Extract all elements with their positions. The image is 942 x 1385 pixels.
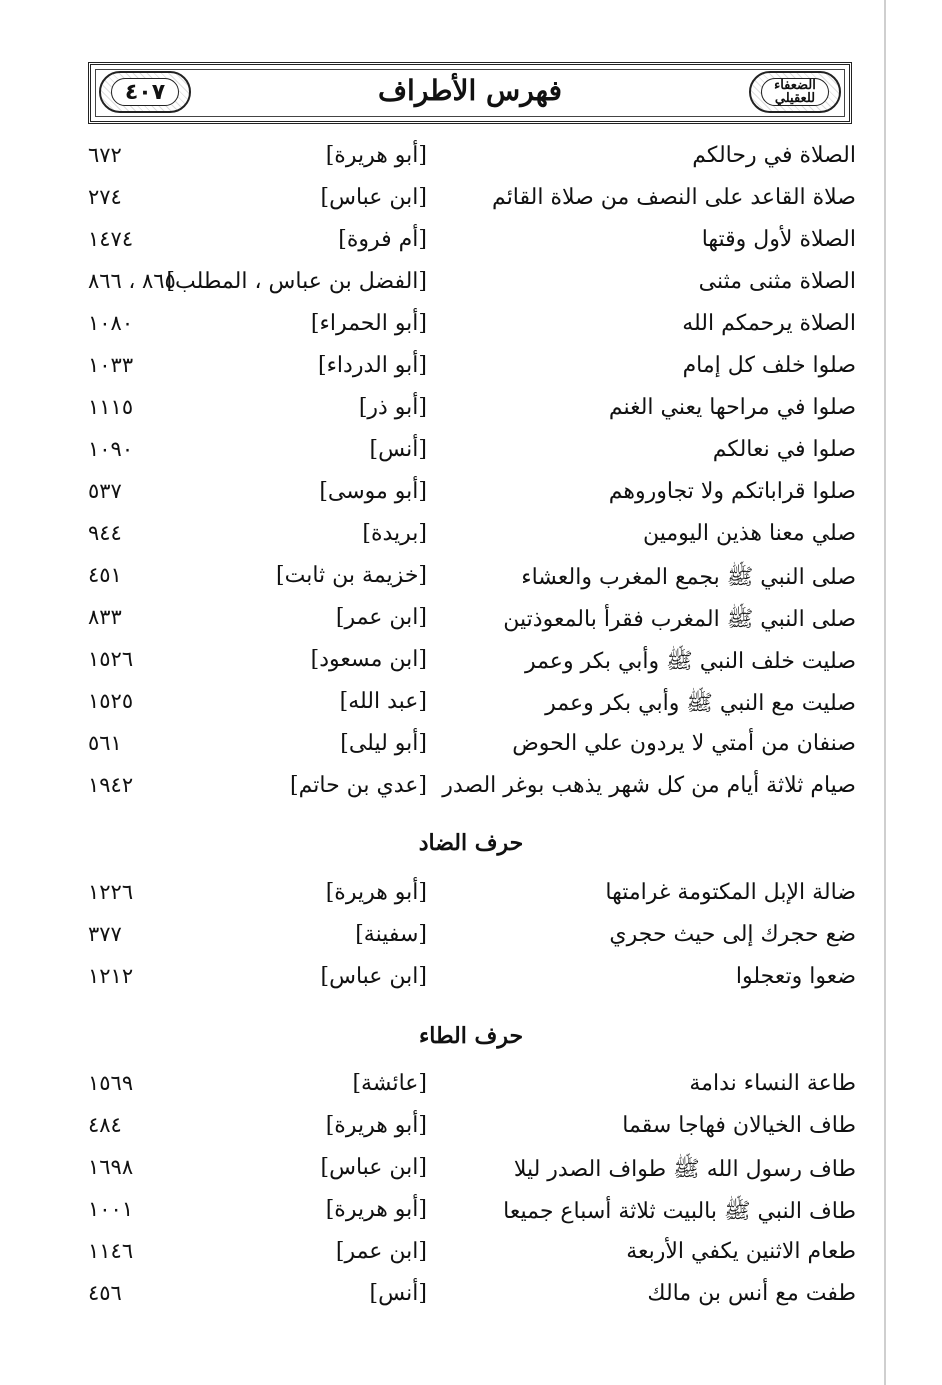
index-entry: [0, 185, 942, 225]
index-entry: [0, 1281, 942, 1321]
hadith-text: الصلاة في رحالكم: [692, 143, 856, 168]
hadith-text: صنفان من أمتي لا يردون علي الحوض: [512, 731, 856, 756]
index-entry: [0, 1155, 942, 1195]
narrator: [سفينة]: [355, 922, 427, 947]
reference-number: ١٢٢٦: [88, 880, 134, 904]
reference-number: ١٤٧٤: [88, 227, 134, 251]
reference-number: ٢٧٤: [88, 185, 122, 209]
hadith-text: صلوا في نعالكم: [712, 437, 856, 462]
reference-number: ١٢١٢: [88, 964, 134, 988]
narrator: [أبو هريرة]: [325, 880, 427, 905]
narrator: [أنس]: [369, 437, 427, 462]
narrator: [ابن عباس]: [320, 185, 427, 210]
reference-number: ٩٤٤: [88, 521, 122, 545]
hadith-text: طاف الخيالان فهاجا سقما: [622, 1113, 856, 1138]
book-logo: الضعفاء للعقيلي: [774, 78, 816, 106]
narrator: [أبو الحمراء]: [310, 311, 427, 336]
reference-number: ١٠٩٠: [88, 437, 134, 461]
reference-number: ١٥٢٥: [88, 689, 134, 713]
hadith-text: طفت مع أنس بن مالك: [647, 1281, 856, 1306]
hadith-text: الصلاة مثنى مثنى: [698, 269, 856, 294]
hadith-text: الصلاة لأول وقتها: [701, 227, 856, 252]
reference-number: ٦٧٢: [88, 143, 122, 167]
narrator: [أبو هريرة]: [325, 1197, 427, 1222]
hadith-text: طعام الاثنين يكفي الأربعة: [626, 1239, 856, 1264]
narrator: [عدي بن حاتم]: [290, 773, 427, 798]
narrator: [أبو ليلى]: [340, 731, 427, 756]
index-entry: [0, 143, 942, 183]
reference-number: ٥٣٧: [88, 479, 122, 503]
index-entry: [0, 311, 942, 351]
page-number: ٤٠٧: [124, 79, 166, 105]
hadith-text: صلي معنا هذين اليومين: [642, 521, 856, 546]
hadith-text: صلوا في مراحها يعني الغنم: [608, 395, 856, 420]
narrator: [ابن عمر]: [335, 605, 427, 630]
reference-number: ١٥٦٩: [88, 1071, 134, 1095]
index-entry: [0, 731, 942, 771]
reference-number: ١٥٢٦: [88, 647, 134, 671]
narrator: [ابن عباس]: [320, 964, 427, 989]
hadith-text: صليت مع النبي ﷺ وأبي بكر وعمر: [545, 691, 856, 716]
page-title: فهرس الأطراف: [378, 73, 562, 107]
hadith-text: صلى النبي ﷺ المغرب فقرأ بالمعوذتين: [503, 607, 856, 632]
narrator: [ابن مسعود]: [310, 647, 427, 672]
reference-number: ٨٦٥ ، ٨٦٦: [88, 269, 176, 293]
hadith-text: ضعوا وتعجلوا: [735, 964, 856, 989]
reference-number: ٥٦١: [88, 731, 122, 755]
narrator: [أبو ذر]: [358, 395, 427, 420]
reference-number: ١٠٠١: [88, 1197, 134, 1221]
index-entry: [0, 437, 942, 477]
index-entry: [0, 689, 942, 729]
reference-number: ١٠٨٠: [88, 311, 134, 335]
index-entry: [0, 647, 942, 687]
hadith-text: ضع حجرك إلى حيث حجري: [609, 922, 856, 947]
narrator: [خزيمة بن ثابت]: [276, 563, 427, 588]
narrator: [الفضل بن عباس ، المطلب]: [166, 269, 427, 294]
reference-number: ١١١٥: [88, 395, 134, 419]
hadith-text: صلوا خلف كل إمام: [682, 353, 856, 378]
reference-number: ١٠٣٣: [88, 353, 134, 377]
narrator: [ابن عمر]: [335, 1239, 427, 1264]
index-entry: [0, 773, 942, 813]
index-entry: [0, 227, 942, 267]
index-entry: [0, 1197, 942, 1237]
index-entry: [0, 269, 942, 309]
narrator: [عبد الله]: [339, 689, 427, 714]
section-heading-ta: حرف الطاء: [418, 1023, 524, 1049]
index-entry: [0, 964, 942, 1004]
hadith-text: صلاة القاعد على النصف من صلاة القائم: [492, 185, 856, 210]
index-entry: [0, 922, 942, 962]
index-entry: [0, 479, 942, 519]
narrator: [ابن عباس]: [320, 1155, 427, 1180]
section-heading-dad: حرف الضاد: [418, 830, 524, 856]
reference-number: ٤٨٤: [88, 1113, 122, 1137]
narrator: [أبو الدرداء]: [317, 353, 427, 378]
narrator: [أم فروة]: [338, 227, 427, 252]
index-entry: [0, 353, 942, 393]
narrator: [أنس]: [369, 1281, 427, 1306]
index-entry: [0, 521, 942, 561]
hadith-text: صلوا قراباتكم ولا تجاوروهم: [608, 479, 856, 504]
reference-number: ٨٣٣: [88, 605, 122, 629]
index-entry: [0, 1239, 942, 1279]
hadith-text: طاف النبي ﷺ بالبيت ثلاثة أسباع جميعا: [503, 1199, 856, 1224]
narrator: [بريدة]: [362, 521, 427, 546]
hadith-text: ضالة الإبل المكتومة غرامتها: [605, 880, 856, 905]
reference-number: ٤٥١: [88, 563, 122, 587]
index-entry: [0, 880, 942, 920]
index-entry: [0, 395, 942, 435]
hadith-text: صلى النبي ﷺ بجمع المغرب والعشاء: [521, 565, 856, 590]
index-entry: [0, 1113, 942, 1153]
hadith-text: طاعة النساء ندامة: [689, 1071, 856, 1096]
index-entry: [0, 605, 942, 645]
narrator: [عائشة]: [352, 1071, 427, 1096]
narrator: [أبو هريرة]: [325, 143, 427, 168]
hadith-text: صيام ثلاثة أيام من كل شهر يذهب بوغر الصدر: [442, 773, 856, 798]
hadith-text: طاف رسول الله ﷺ طواف الصدر ليلا: [513, 1157, 856, 1182]
narrator: [أبو موسى]: [319, 479, 427, 504]
hadith-text: الصلاة يرحمكم الله: [682, 311, 856, 336]
index-entry: [0, 1071, 942, 1111]
reference-number: ١١٤٦: [88, 1239, 134, 1263]
index-entry: [0, 563, 942, 603]
hadith-text: صليت خلف النبي ﷺ وأبي بكر وعمر: [524, 649, 856, 674]
reference-number: ٣٧٧: [88, 922, 122, 946]
narrator: [أبو هريرة]: [325, 1113, 427, 1138]
reference-number: ٤٥٦: [88, 1281, 122, 1305]
reference-number: ١٦٩٨: [88, 1155, 134, 1179]
reference-number: ١٩٤٢: [88, 773, 134, 797]
